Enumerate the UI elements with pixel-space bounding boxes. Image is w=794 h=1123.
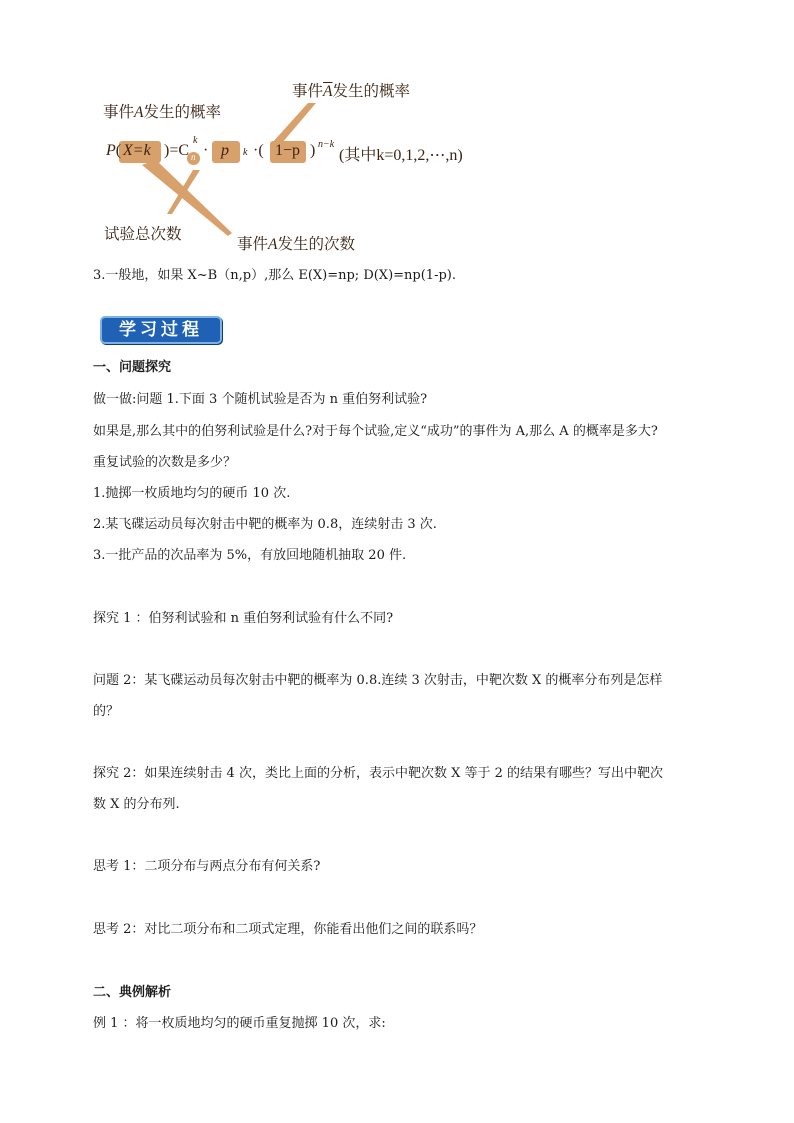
list-item-3: 3.一批产品的次品率为 5%，有放回地随机抽取 20 件. bbox=[93, 548, 407, 563]
formula-one-minus-p: 1−p bbox=[275, 142, 301, 159]
label-text: 事件 bbox=[103, 103, 135, 121]
formula-p bbox=[106, 142, 121, 160]
label-var: $\overline{A}$ bbox=[323, 83, 333, 100]
label-var: A bbox=[134, 104, 144, 121]
label-trial-total bbox=[104, 222, 182, 244]
formula-k-exponent: k bbox=[243, 147, 248, 158]
label-text: 发生的次数 bbox=[277, 235, 355, 253]
question-1-line-2: 如果是,那么其中的伯努利试验是什么?对于每个试验,定义“成功”的事件为 A,那么 A 的概率是多大? bbox=[93, 424, 658, 439]
label-text: 发生的概率 bbox=[143, 103, 221, 121]
connector-wedges bbox=[0, 0, 794, 260]
expectation-variance-line: 3.一般地，如果 X~B（n,p）,那么 E(X)=np; D(X)=np(1-p). bbox=[93, 268, 456, 283]
label-event-a-probability bbox=[103, 100, 221, 122]
formula-x-equals-k: X=k bbox=[123, 142, 151, 159]
formula-close-paren: ) bbox=[310, 142, 316, 159]
think-1: 思考 1：二项分布与两点分布有何关系? bbox=[93, 859, 321, 874]
formula-p-base: p bbox=[221, 142, 229, 159]
label-text: 事件 bbox=[292, 82, 324, 100]
formula-close-equals-c: )=C bbox=[164, 142, 190, 159]
label-text: 发生的概率 bbox=[332, 82, 410, 100]
formula-dot: · bbox=[203, 142, 209, 159]
section-banner-learning-process: 学习过程 bbox=[100, 316, 222, 344]
list-item-2: 2.某飞碟运动员每次射击中靶的概率为 0.8，连续射击 3 次. bbox=[93, 517, 437, 532]
question-1-line-1: 做一做:问题 1.下面 3 个随机试验是否为 n 重伯努利试验? bbox=[93, 392, 428, 407]
label-text: 试验总次数 bbox=[104, 225, 182, 243]
label-var: A bbox=[268, 236, 278, 253]
paren: ( bbox=[115, 142, 122, 159]
formula-c-subscript: n bbox=[191, 152, 196, 162]
explore-2-line-1: 探究 2：如果连续射击 4 次，类比上面的分析，表示中靶次数 X 等于 2 的结果有哪些？写出中靶次 bbox=[93, 766, 663, 781]
section-title-problem-exploration: 一、问题探究 bbox=[93, 360, 172, 375]
symbol-p: P bbox=[106, 142, 116, 159]
explore-2-line-2: 数 X 的分布列. bbox=[93, 797, 180, 812]
example-1: 例 1 ：将一枚质地均匀的硬币重复抛掷 10 次，求: bbox=[93, 1016, 386, 1031]
label-event-count bbox=[237, 232, 355, 254]
list-item-1: 1.抛掷一枚质地均匀的硬币 10 次. bbox=[93, 486, 291, 501]
wedge-to-abar-label bbox=[272, 103, 316, 143]
think-2: 思考 2：对比二项分布和二项式定理，你能看出他们之间的联系吗？ bbox=[93, 922, 483, 937]
question-2-line-1: 问题 2：某飞碟运动员每次射击中靶的概率为 0.8.连续 3 次射击，中靶次数 X 的概率分布列是怎样 bbox=[93, 673, 663, 688]
formula-dot-paren: ·( bbox=[253, 142, 264, 159]
formula-c-superscript: k bbox=[193, 135, 198, 146]
explore-1: 探究 1 ：伯努利试验和 n 重伯努利试验有什么不同? bbox=[93, 611, 394, 626]
formula-range: (其中k=0,1,2,⋯,n) bbox=[339, 147, 463, 164]
label-event-abar-probability bbox=[292, 79, 410, 101]
section-title-example-analysis: 二、典例解析 bbox=[93, 985, 172, 1000]
question-1-line-3: 重复试验的次数是多少？ bbox=[93, 455, 237, 470]
question-2-line-2: 的？ bbox=[93, 704, 120, 719]
formula-n-minus-k-exponent: n−k bbox=[318, 139, 335, 150]
label-text: 事件 bbox=[237, 235, 269, 253]
